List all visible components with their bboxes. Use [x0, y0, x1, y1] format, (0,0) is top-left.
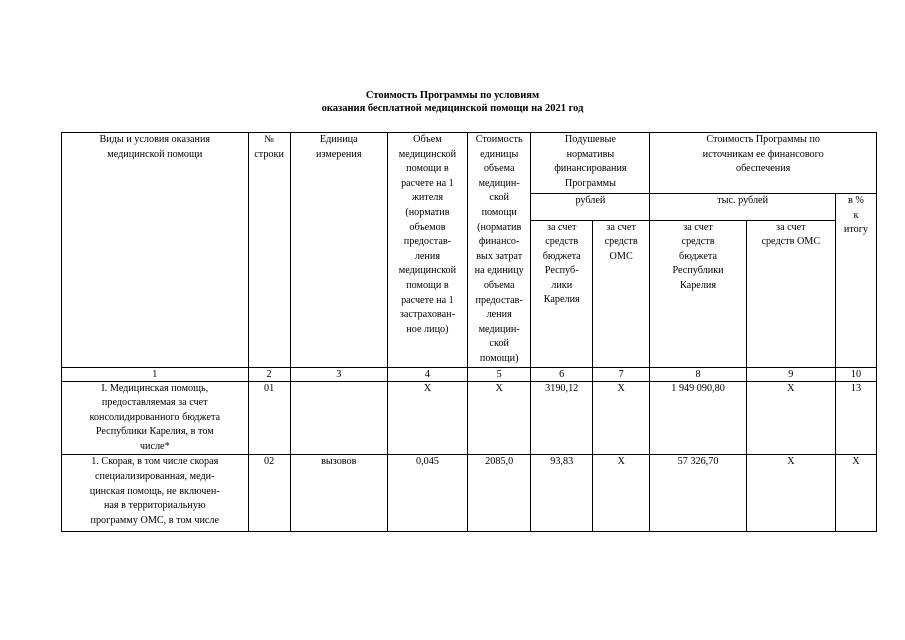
row-volume: Х [387, 381, 467, 455]
column-number: 10 [835, 367, 876, 381]
row-name: 1. Скорая, в том числе скорая специализированная, меди- цинская помощь, не включен- ная в территориальную программу ОМС, в том числе [62, 455, 249, 532]
row-percent: Х [835, 455, 876, 532]
program-cost-table [61, 132, 877, 532]
header-total-oms: за счет средств ОМС [746, 220, 835, 367]
header-total-budget: за счет средств бюджета Республики Карелия [650, 220, 746, 367]
header-service-type: Виды и условия оказания медицинской помощи [62, 133, 249, 368]
header-row-main [62, 133, 877, 194]
row-per-capita-oms: Х [592, 455, 649, 532]
row-per-capita-budget: 93,83 [531, 455, 593, 532]
row-name: I. Медицинская помощь, предоставляемая за счет консолидированного бюджета Республики Карелия, в том числе* [62, 381, 249, 455]
column-number: 9 [746, 367, 835, 381]
column-number: 1 [62, 367, 249, 381]
row-total-oms: Х [746, 381, 835, 455]
row-volume: 0,045 [387, 455, 467, 532]
header-per-capita-oms: за счет средств ОМС [592, 220, 649, 367]
row-number: 01 [248, 381, 290, 455]
column-number: 3 [290, 367, 387, 381]
row-per-capita-oms: Х [592, 381, 649, 455]
header-percent: в % к итогу [835, 194, 876, 368]
document-title-line-2: оказания бесплатной медицинской помощи на 2021 год [321, 103, 584, 114]
column-number: 6 [531, 367, 593, 381]
row-percent: 13 [835, 381, 876, 455]
header-per-capita: Подушевые нормативы финансирования Программы [531, 133, 650, 194]
table-row [62, 381, 877, 455]
document-title-line-1: Стоимость Программы по условиям [365, 90, 540, 101]
row-per-capita-budget: 3190,12 [531, 381, 593, 455]
header-per-capita-budget: за счет средств бюджета Респуб- лики Карелия [531, 220, 593, 367]
row-total-budget: 1 949 090,80 [650, 381, 746, 455]
header-row-number: № строки [248, 133, 290, 368]
header-unit: Единица измерения [290, 133, 387, 368]
row-unit-cost: 2085,0 [467, 455, 531, 532]
row-unit-cost: Х [467, 381, 531, 455]
column-number: 4 [387, 367, 467, 381]
column-number: 8 [650, 367, 746, 381]
column-number: 7 [592, 367, 649, 381]
header-volume: Объем медицинской помощи в расчете на 1 жителя (норматив объемов предостав- ления медицинской помощи в расчете на 1 застрахован- ное лицо) [387, 133, 467, 368]
column-numbers-row [62, 367, 877, 381]
table-row [62, 455, 877, 532]
column-number: 2 [248, 367, 290, 381]
header-unit-cost: Стоимость единицы объема медицин- ской помощи (норматив финансо- вых затрат на единицу объема предостав- ления медицин- ской помощи) [467, 133, 531, 368]
row-unit: вызовов [290, 455, 387, 532]
header-program-cost-unit: тыс. рублей [650, 194, 836, 221]
row-unit [290, 381, 387, 455]
row-total-budget: 57 326,70 [650, 455, 746, 532]
header-per-capita-unit: рублей [531, 194, 650, 221]
row-number: 02 [248, 455, 290, 532]
row-total-oms: Х [746, 455, 835, 532]
column-number: 5 [467, 367, 531, 381]
header-program-cost: Стоимость Программы по источникам ее финансового обеспечения [650, 133, 877, 194]
